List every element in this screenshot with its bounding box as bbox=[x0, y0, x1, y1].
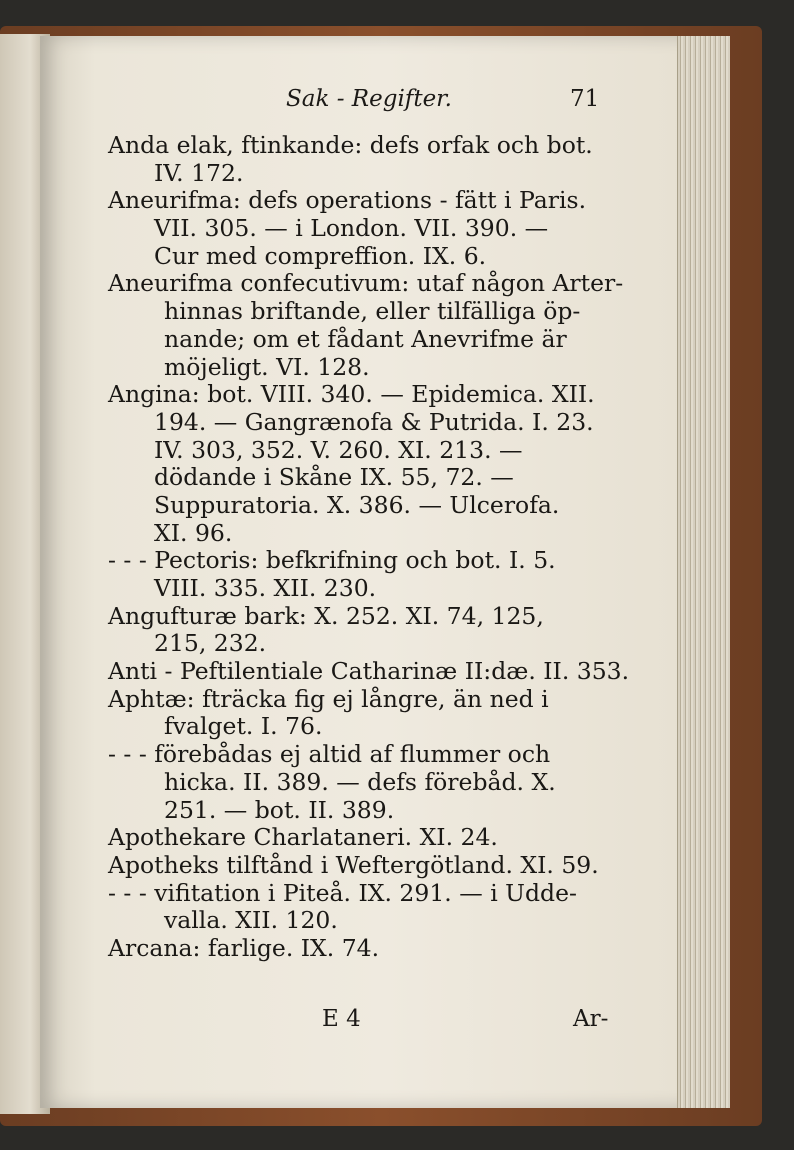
entry-line: - - - vifitation i Piteå. IX. 291. — i Udde- bbox=[108, 878, 577, 907]
page-number: 71 bbox=[570, 86, 600, 112]
entry-line: valla. XII. 120. bbox=[164, 906, 338, 935]
entry-line: Angina: bot. VIII. 340. — Epidemica. XII. bbox=[108, 380, 595, 409]
entry-line: hicka. II. 389. — defs förebåd. X. bbox=[164, 767, 556, 796]
signature-mark: E 4 bbox=[322, 1006, 361, 1032]
entry-line: nande; om et fådant Anevrifme är bbox=[164, 324, 567, 353]
entry-line: Arcana: farlige. IX. 74. bbox=[108, 933, 380, 962]
entry-line: Suppuratoria. X. 386. — Ulcerofa. bbox=[154, 490, 560, 519]
entry-line: XI. 96. bbox=[154, 518, 233, 547]
entry-line: 194. — Gangrænofa & Putrida. I. 23. bbox=[154, 407, 594, 436]
entry-line: Angufturæ bark: X. 252. XI. 74, 125, bbox=[108, 601, 544, 630]
entry-line: Apotheks tilftånd i Weftergötland. XI. 59. bbox=[108, 850, 599, 879]
entry-line: VIII. 335. XII. 230. bbox=[154, 574, 377, 602]
entry-line: Anti - Peftilentiale Catharinæ II:dæ. II. 353. bbox=[108, 657, 630, 686]
index-entries bbox=[108, 132, 678, 963]
entry-line: Anda elak, ftinkande: defs orfak och bot. bbox=[108, 131, 593, 159]
entry-line: 251. — bot. II. 389. bbox=[164, 795, 395, 824]
page-edges bbox=[677, 36, 730, 1108]
entry-line: Apothekare Charlataneri. XI. 24. bbox=[108, 823, 498, 852]
entry-line: Aneurifma: defs operations - fätt i Paris. bbox=[108, 186, 587, 215]
entry-line: hinnas briftande, eller tilfälliga öp- bbox=[164, 297, 581, 326]
running-title: Sak - Regifter. bbox=[286, 86, 452, 112]
page-header bbox=[40, 82, 678, 118]
entry-line: Cur med compreffion. IX. 6. bbox=[154, 241, 487, 270]
entry-line: IV. 303, 352. V. 260. XI. 213. — bbox=[154, 435, 523, 464]
entry-line: möjeligt. VI. 128. bbox=[164, 352, 370, 381]
entry-line: VII. 305. — i London. VII. 390. — bbox=[154, 214, 549, 243]
entry-line: Aphtæ: fträcka fig ej långre, än ned i bbox=[108, 684, 549, 713]
entry-line: - - - Pectoris: befkrifning och bot. I. 5. bbox=[108, 546, 556, 575]
entry-line: Aneurifma confecutivum: utaf någon Arter- bbox=[108, 269, 624, 298]
entry-line: fvalget. I. 76. bbox=[164, 712, 323, 741]
page-footer bbox=[40, 1006, 678, 1036]
entry-line: - - - förebådas ej altid af flummer och bbox=[108, 740, 551, 769]
catchword: Ar- bbox=[573, 1006, 609, 1032]
entry-line: 215, 232. bbox=[154, 629, 267, 658]
book-page bbox=[40, 36, 730, 1108]
entry-line: dödande i Skåne IX. 55, 72. — bbox=[154, 463, 514, 492]
entry-line: IV. 172. bbox=[154, 158, 244, 187]
